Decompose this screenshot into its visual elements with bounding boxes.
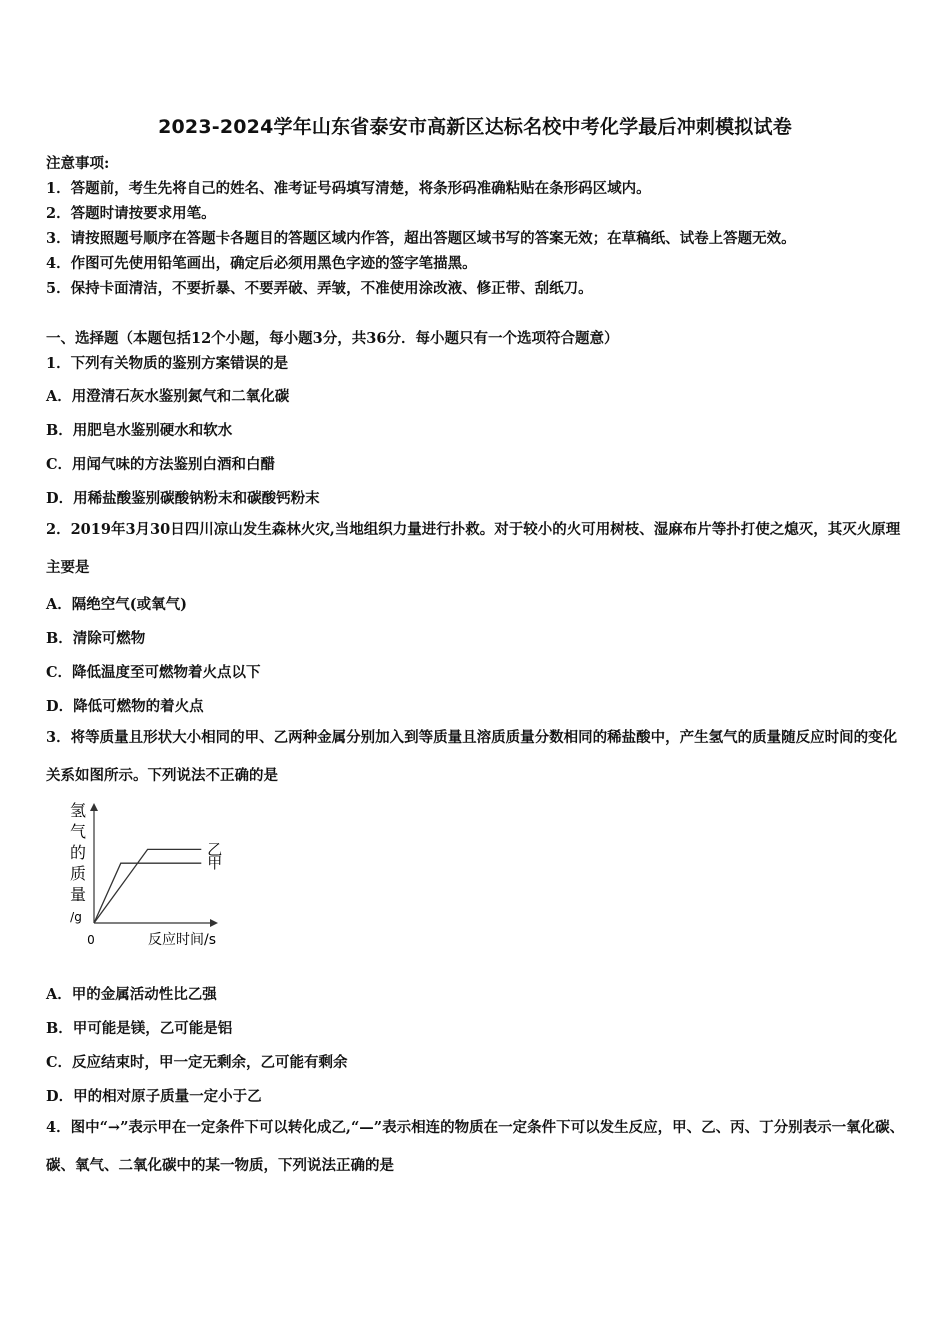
hydrogen-mass-chart	[60, 798, 240, 958]
origin-label: 0	[87, 933, 95, 947]
y-label-char: 质	[69, 864, 87, 883]
notice-heading: 注意事项:	[46, 155, 110, 172]
y-axis-arrow	[90, 803, 98, 811]
y-label-char: 量	[69, 885, 87, 904]
y-axis-label	[70, 801, 86, 924]
question-4-stem: 4．图中“→”表示甲在一定条件下可以转化成乙,“—”表示相连的物质在一定条件下可以发生反应，甲、乙、丙、丁分别表示一氧化碳、碳、氧气、二氧化碳中的某一物质，下列说法正确的是	[46, 1119, 905, 1174]
series-group	[94, 840, 222, 923]
question-2-stem: 2．2019年3月30日四川凉山发生森林火灾,当地组织力量进行扑救。对于较小的火可用树枝、湿麻布片等扑打使之熄灭，其灭火原理主要是	[46, 521, 901, 576]
y-label-char: 氢	[69, 801, 87, 820]
question-2-option-d: D．降低可燃物的着火点	[46, 698, 204, 715]
y-label-char: 的	[69, 843, 87, 862]
x-axis-label: 反应时间/s	[147, 932, 217, 948]
question-3-option-b: B．甲可能是镁，乙可能是铝	[46, 1020, 233, 1037]
question-1-option-d: D．用稀盐酸鉴别碳酸钠粉末和碳酸钙粉末	[46, 490, 320, 507]
notice-item-5: 5．保持卡面清洁，不要折暴、不要弄破、弄皱，不准使用涂改液、修正带、刮纸刀。	[46, 280, 593, 297]
question-2-option-c: C．降低温度至可燃物着火点以下	[46, 664, 261, 681]
notice-item-2: 2．答题时请按要求用笔。	[46, 205, 216, 222]
question-1-option-b: B．用肥皂水鉴别硬水和软水	[46, 422, 233, 439]
question-1-stem: 1．下列有关物质的鉴别方案错误的是	[46, 355, 289, 372]
question-3-option-a: A．甲的金属活动性比乙强	[46, 986, 217, 1003]
page-title: 2023-2024学年山东省泰安市高新区达标名校中考化学最后冲刺模拟试卷	[158, 116, 792, 138]
question-2-option-a: A．隔绝空气(或氧气)	[46, 596, 187, 613]
question-3-stem: 3．将等质量且形状大小相同的甲、乙两种金属分别加入到等质量且溶质质量分数相同的稀盐酸中，产生氢气的质量随反应时间的变化关系如图所示。下列说法不正确的是	[46, 729, 898, 784]
series-label-1: 乙	[207, 840, 223, 859]
series-label-2: 甲	[207, 854, 223, 873]
y-label-char: 气	[69, 822, 87, 841]
question-3-option-c: C．反应结束时，甲一定无剩余，乙可能有剩余	[46, 1054, 348, 1071]
question-3-option-d: D．甲的相对原子质量一定小于乙	[46, 1088, 262, 1105]
section-heading: 一、选择题（本题包括12个小题，每小题3分，共36分．每小题只有一个选项符合题意）	[46, 330, 619, 347]
y-label-char: /g	[70, 910, 82, 924]
notice-item-4: 4．作图可先使用铅笔画出，确定后必须用黑色字迹的签字笔描黑。	[46, 255, 477, 272]
question-2-option-b: B．清除可燃物	[46, 630, 146, 647]
notice-item-3: 3．请按照题号顺序在答题卡各题目的答题区域内作答，超出答题区域书写的答案无效；在草稿纸、试卷上答题无效。	[46, 230, 796, 247]
notice-item-1: 1．答题前，考生先将自己的姓名、准考证号码填写清楚，将条形码准确粘贴在条形码区域内。	[46, 180, 651, 197]
question-1-option-c: C．用闻气味的方法鉴别白酒和白醋	[46, 456, 276, 473]
question-1-option-a: A．用澄清石灰水鉴别氮气和二氧化碳	[46, 388, 290, 405]
x-axis-arrow	[210, 919, 218, 927]
series-line-2	[94, 863, 201, 923]
